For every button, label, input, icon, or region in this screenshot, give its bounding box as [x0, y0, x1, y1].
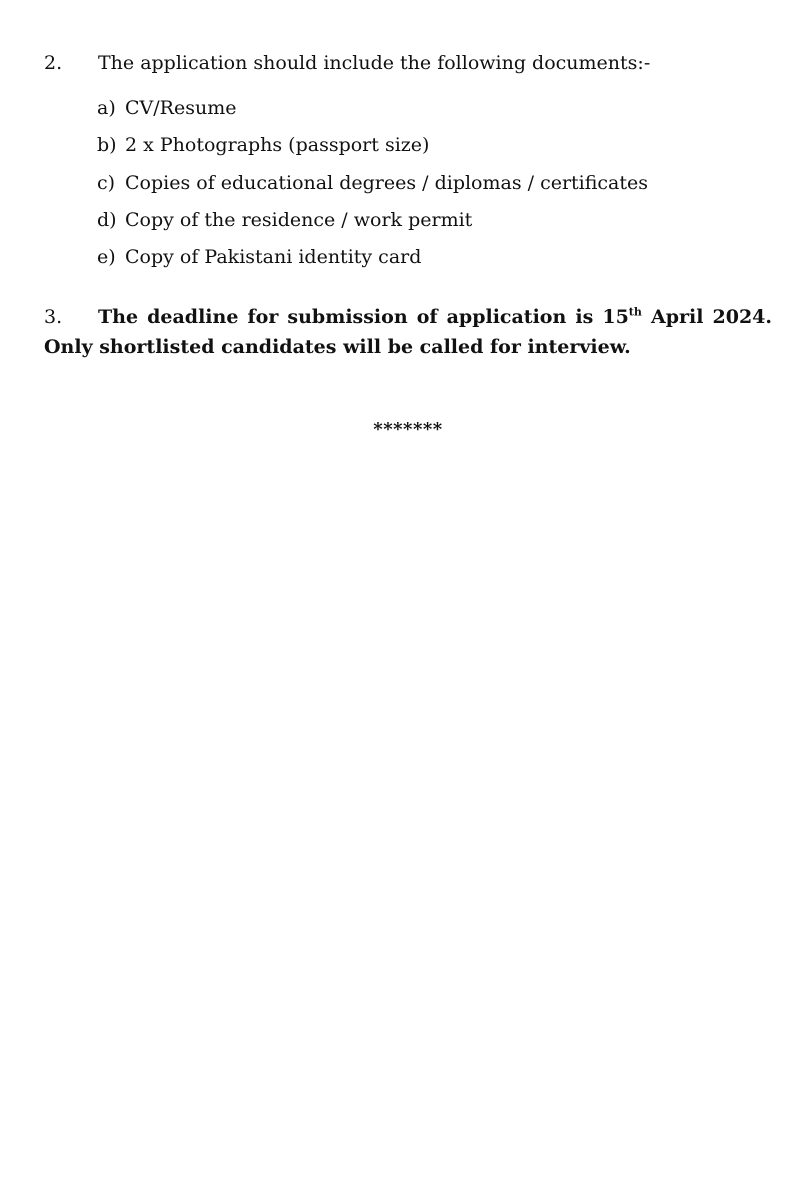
ordinal-superscript: th	[628, 305, 642, 319]
deadline-text-start: The deadline for submission of application is 15	[98, 306, 629, 328]
paragraph-text: The application should include the following documents:-	[98, 52, 651, 74]
list-item	[97, 205, 648, 242]
documents-list	[97, 93, 648, 279]
list-marker: b)	[97, 134, 117, 157]
paragraph-number: 2.	[44, 52, 63, 74]
list-marker: c)	[97, 171, 116, 194]
paragraph-3-deadline	[44, 302, 772, 362]
list-marker: e)	[97, 246, 116, 269]
list-item	[97, 168, 648, 205]
list-item-text: CV/Resume	[125, 97, 237, 119]
list-item	[97, 242, 648, 279]
list-item-text: Copy of Pakistani identity card	[125, 246, 422, 269]
end-separator: *******	[373, 419, 443, 440]
list-marker: d)	[97, 208, 117, 231]
deadline-text-end: April 2024. Only shortlisted candidates will be called for interview.	[44, 306, 772, 358]
list-item-text: Copies of educational degrees / diplomas / certificates	[125, 171, 649, 194]
list-marker: a)	[97, 97, 116, 119]
paragraph-2	[44, 48, 772, 78]
list-item	[97, 93, 648, 130]
list-item	[97, 130, 648, 167]
paragraph-number: 3.	[44, 306, 63, 328]
list-item-text: 2 x Photographs (passport size)	[125, 134, 430, 157]
list-item-text: Copy of the residence / work permit	[125, 208, 473, 231]
